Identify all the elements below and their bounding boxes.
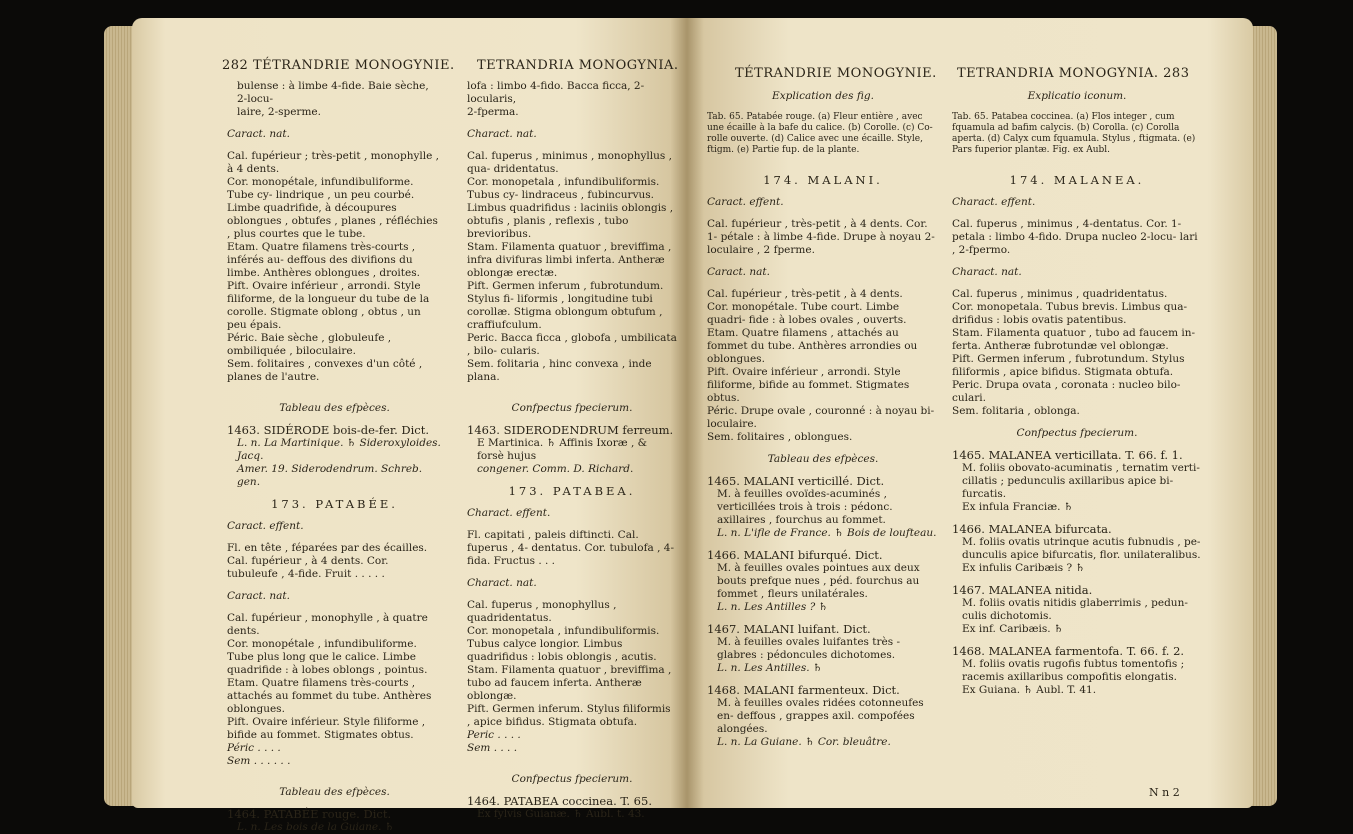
nat-item: Cal. fuperus , minimus , quadridentatus.	[952, 288, 1168, 300]
nat-item: Pift. Ovaire inférieur. Style filiforme , bifide au fommet. Stigmates obtus.	[227, 716, 426, 741]
section-heading: Charact. nat.	[952, 266, 1022, 278]
nat-item: Sem. folitaria , oblonga.	[952, 405, 1080, 417]
section-heading: Caract. effent.	[227, 520, 304, 532]
species-description: M. à feuilles ovales luifantes très - glabres : pédoncules dichotomes.	[717, 636, 900, 661]
right-header-la: TETRANDRIA MONOGYNIA. 283	[957, 66, 1190, 81]
nat-item: Cal. fupérieur , très-petit , à 4 dents.	[707, 288, 903, 300]
species-heading: 1467. MALANI luifant. Dict.	[707, 622, 871, 636]
section-heading: Charact. nat.	[467, 128, 537, 140]
nat-item: Etam. Quatre filamens très-courts , inférés au- deffous des divifions du limbe. Anthères oblongues , droites.	[227, 241, 420, 279]
species-line: E Martinica. ♄ Affinis Ixoræ , & forsè hujus	[477, 437, 647, 462]
species-locality: Ex inf. Caribæis. ♄	[962, 623, 1064, 635]
nat-item: Pift. Ovaire inférieur , arrondi. Style filiforme, bifide au fommet. Stigmates obtus.	[707, 366, 910, 404]
nat-item: Cor. monopétale , infundibuliforme. Tube plus long que le calice. Limbe quadrifide : à lobes oblongs , pointus.	[227, 638, 428, 676]
species-heading: 1464. PATABÉE rouge. Dict.	[227, 807, 392, 821]
species-locality: Ex Guiana. ♄ Aubl. T. 41.	[962, 684, 1097, 696]
species-line: L. n. La Martinique. ♄ Sideroxyloides. Jacq.	[237, 437, 441, 462]
section-heading: Explication des fig.	[772, 90, 874, 102]
species-heading: 1464. PATABEA coccinea. T. 65.	[467, 794, 652, 808]
species-line: Amer. 19. Siderodendrum. Schreb. gen.	[237, 463, 423, 488]
section-heading: Confpectus fpecierum.	[511, 773, 633, 785]
section-heading: Confpectus fpecierum.	[511, 402, 633, 414]
nat-item: Stam. Filamenta quatuor , breviffima , infra divifuras limbi inferta. Antheræ oblongæ erectæ.	[467, 241, 672, 279]
nat-item: Peric. Drupa ovata , coronata : nucleo bilo- culari.	[952, 379, 1181, 404]
right-col-la	[952, 90, 1202, 697]
species-heading: 1463. SIDERODENDRUM ferreum.	[467, 423, 674, 437]
left-col-la	[467, 80, 677, 821]
genus-heading: 174. MALANI.	[763, 173, 883, 187]
text-line: lofa : limbo 4-fido. Bacca ficca, 2-locularis,	[467, 80, 645, 105]
nat-item: Péric . . . .	[227, 742, 281, 754]
essential-text: Cal. fuperus , minimus , 4-dentatus. Cor. 1- petala : limbo 4-fido. Drupa nucleo 2-locu- lari , 2-fpermo.	[952, 218, 1198, 256]
section-heading: Caract. nat.	[707, 266, 770, 278]
essential-text: Fl. en tête , féparées par des écailles. Cal. fupérieur , à 4 dents. Cor. tubuleufe , 4-fide. Fruit . . . . .	[227, 542, 428, 580]
nat-item: Cor. monopetala , infundibuliformis. Tubus calyce longior. Limbus quadrifidus : lobis oblongis , acutis.	[467, 625, 660, 663]
section-heading: Tableau des efpèces.	[279, 402, 390, 414]
genus-heading: 173. PATABEA.	[508, 484, 636, 498]
section-heading: Caract. effent.	[707, 196, 784, 208]
nat-item: Pift. Germen inferum , fubrotundum. Stylus fi- liformis , longitudine tubi corollæ. Stigma oblongum obtufum , craffiufculum.	[467, 280, 664, 331]
species-line: Ex fylvis Guianæ. ♄ Aubl. t. 43.	[477, 808, 645, 820]
nat-item: Etam. Quatre filamens , attachés au fommet du tube. Anthères arrondies ou oblongues.	[707, 327, 918, 365]
species-description: M. à feuilles ovoïdes-acuminés , verticillées trois à trois : pédonc. axillaires , fourchus au fommet.	[717, 488, 893, 526]
species-description: M. foliis ovatis nitidis glaberrimis , pedun- culis dichotomis.	[962, 597, 1188, 622]
right-page	[687, 18, 1253, 808]
section-heading: Confpectus fpecierum.	[1016, 427, 1138, 439]
nat-item: Sem . . . .	[467, 742, 518, 754]
species-locality: L. n. Les Antilles. ♄	[717, 662, 823, 674]
text-line: laire, 2-sperme.	[237, 106, 321, 118]
left-header-la: TETRANDRIA MONOGYNIA.	[477, 58, 679, 73]
species-heading: 1467. MALANEA nitida.	[952, 583, 1093, 597]
nat-item: Cal. fupérieur ; très-petit , monophylle , à 4 dents.	[227, 150, 440, 175]
text-line: 2-fperma.	[467, 106, 519, 118]
species-description: M. à feuilles ovales pointues aux deux bouts prefque nues , péd. fourchus au fommet , fleurs unilatérales.	[717, 562, 920, 600]
left-col-fr	[227, 80, 442, 834]
nat-item: Pift. Ovaire inférieur , arrondi. Style filiforme, de la longueur du tube de la corolle. Stigmate oblong , obtus , un peu épais.	[227, 280, 430, 331]
section-heading: Charact. nat.	[467, 577, 537, 589]
section-heading: Explicatio iconum.	[1027, 90, 1127, 102]
genus-heading: 174. MALANEA.	[1009, 173, 1145, 187]
nat-item: Cal. fuperus , monophyllus , quadridentatus.	[467, 599, 617, 624]
section-heading: Charact. effent.	[952, 196, 1036, 208]
nat-item: Pift. Germen inferum. Stylus filiformis , apice bifidus. Stigmata obtufa.	[467, 703, 671, 728]
nat-item: Sem . . . . . .	[227, 755, 291, 767]
species-heading: 1466. MALANEA bifurcata.	[952, 522, 1112, 536]
species-heading: 1465. MALANI verticillé. Dict.	[707, 474, 885, 488]
species-description: M. foliis obovato-acuminatis , ternatim verti- cillatis ; pedunculis axillaribus apice bi- furcatis.	[962, 462, 1200, 500]
right-col-fr	[707, 90, 939, 749]
species-heading: 1468. MALANEA farmentofa. T. 66. f. 2.	[952, 644, 1185, 658]
nat-item: Péric. Drupe ovale , couronné : à noyau bi- loculaire.	[707, 405, 935, 430]
section-heading: Caract. nat.	[227, 128, 290, 140]
right-header-fr: TÉTRANDRIE MONOGYNIE.	[735, 66, 937, 81]
species-locality: L. n. Les Antilles ? ♄	[717, 601, 828, 613]
nat-item: Cor. monopetala , infundibuliformis. Tubus cy- lindraceus , fubincurvus. Limbus quadrifidus : laciniis oblongis , obtufis , planis , reflexis , tubo brevioribus.	[467, 176, 674, 240]
nat-item: Cal. fupérieur , monophylle , à quatre dents.	[227, 612, 428, 637]
nat-item: Sem. folitaires , convexes d'un côté , planes de l'autre.	[227, 358, 423, 383]
nat-item: Péric. Baie sèche , globuleufe , ombiliquée , biloculaire.	[227, 332, 392, 357]
species-line: L. n. Les bois de la Guiane. ♄	[237, 821, 395, 833]
essential-text: Cal. fupérieur , très-petit , à 4 dents. Cor. 1- pétale : à limbe 4-fide. Drupe à noyau 2- loculaire , 2 fperme.	[707, 218, 935, 256]
explanation-text: Tab. 65. Patabée rouge. (a) Fleur entière , avec une écaille à la bafe du calice. (b) Corolle. (c) Co- rolle ouverte. (d) Calice avec une écaille. Style, ftigm. (e) Partie fup. de la plante.	[707, 112, 933, 155]
section-heading: Charact. effent.	[467, 507, 551, 519]
species-heading: 1463. SIDÉRODE bois-de-fer. Dict.	[227, 423, 429, 437]
page-edges-left	[104, 26, 134, 806]
nat-item: Cal. fuperus , minimus , monophyllus , qua- dridentatus.	[467, 150, 672, 175]
species-locality: Ex infulis Caribæis ? ♄	[962, 562, 1085, 574]
nat-item: Cor. monopetala. Tubus brevis. Limbus qua- drifidus : lobis ovatis patentibus.	[952, 301, 1188, 326]
species-heading: 1466. MALANI bifurqué. Dict.	[707, 548, 883, 562]
nat-item: Cor. monopétale, infundibuliforme. Tube cy- lindrique , un peu courbé. Limbe quadrifide, à découpures oblongues , obtufes , planes , réfléchies , plus courtes que le tube.	[227, 176, 438, 240]
species-line: congener. Comm. D. Richard.	[477, 463, 634, 475]
nat-item: Sem. folitaria , hinc convexa , inde plana.	[467, 358, 652, 383]
essential-text: Fl. capitati , paleis diftincti. Cal. fuperus , 4- dentatus. Cor. tubulofa , 4-fida. Fructus . . .	[467, 529, 674, 567]
nat-item: Sem. folitaires , oblongues.	[707, 431, 853, 443]
species-description: M. foliis ovatis rugofis fubtus tomentofis ; racemis axillaribus compofitis elongatis.	[962, 658, 1185, 683]
nat-item: Pift. Germen inferum , fubrotundum. Stylus filiformis , apice bifidus. Stigmata obtufa.	[952, 353, 1185, 378]
nat-item: Cor. monopétale. Tube court. Limbe quadri- fide : à lobes ovales , ouverts.	[707, 301, 907, 326]
left-page	[132, 18, 687, 833]
section-heading: Tableau des efpèces.	[279, 786, 390, 798]
left-header-fr: 282 TÉTRANDRIE MONOGYNIE.	[222, 58, 455, 73]
nat-item: Peric. Bacca ficca , globofa , umbilicata , bilo- cularis.	[467, 332, 677, 357]
species-description: M. à feuilles ovales ridées cotonneufes en- deffous , grappes axil. compofées alongées.	[717, 697, 924, 735]
section-heading: Caract. nat.	[227, 590, 290, 602]
species-heading: 1468. MALANI farmenteux. Dict.	[707, 683, 900, 697]
species-heading: 1465. MALANEA verticillata. T. 66. f. 1.	[952, 448, 1183, 462]
genus-heading: 173. PATABÉE.	[271, 497, 398, 511]
nat-item: Peric . . . .	[467, 729, 521, 741]
page-edges-right	[1251, 26, 1277, 806]
nat-item: Stam. Filamenta quatuor , breviffima , tubo ad faucem inferta. Antheræ oblongæ.	[467, 664, 672, 702]
signature-mark: N n 2	[1149, 786, 1180, 799]
species-description: M. foliis ovatis utrinque acutis fubnudis , pe- dunculis apice bifurcatis, flor. unilateralibus.	[962, 536, 1201, 561]
nat-item: Etam. Quatre filamens très-courts , attachés au fommet du tube. Anthères oblongues.	[227, 677, 432, 715]
explanation-text: Tab. 65. Patabea coccinea. (a) Flos integer , cum fquamula ad bafim calycis. (b) Corolla. (c) Corolla aperta. (d) Calyx cum fquamula. Stylus , ftigmata. (e) Pars fuperior plantæ. Fig. ex Aubl.	[952, 112, 1196, 155]
species-locality: Ex infula Franciæ. ♄	[962, 501, 1074, 513]
species-locality: L. n. L'ifle de France. ♄ Bois de loufteau.	[717, 527, 937, 539]
section-heading: Tableau des efpèces.	[767, 453, 879, 465]
nat-item: Stam. Filamenta quatuor , tubo ad faucem in- ferta. Antheræ fubrotundæ vel oblongæ.	[952, 327, 1196, 352]
species-locality: L. n. La Guiane. ♄ Cor. bleuâtre.	[717, 736, 891, 748]
text-line: bulense : à limbe 4-fide. Baie sèche, 2-locu-	[237, 80, 429, 105]
